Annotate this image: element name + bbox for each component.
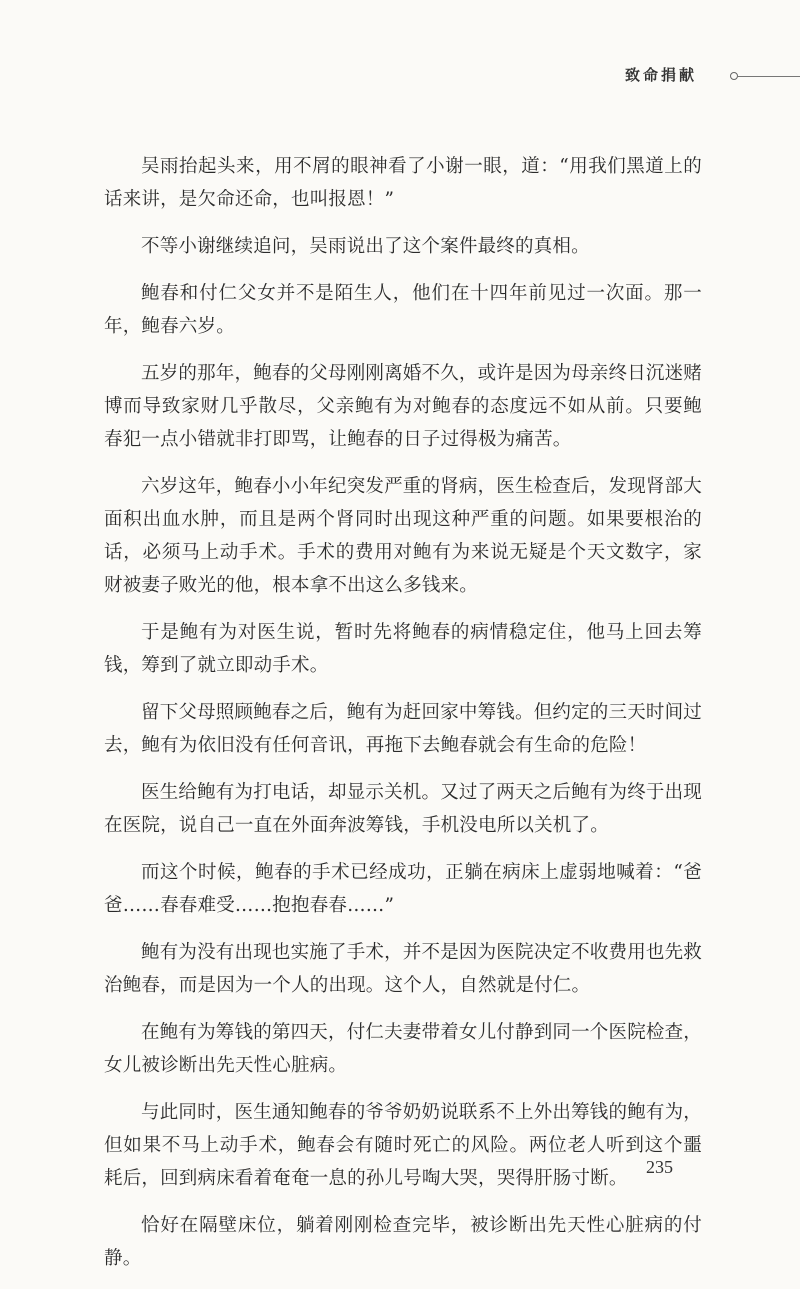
paragraph: 在鲍有为筹钱的第四天，付仁夫妻带着女儿付静到同一个医院检查，女儿被诊断出先天性心脏病。: [104, 1022, 703, 1076]
paragraph: 不等小谢继续追问，吴雨说出了这个案件最终的真相。: [141, 236, 590, 257]
header-ring-ornament: [730, 72, 738, 80]
paragraph: 而这个时候，鲍春的手术已经成功，正躺在病床上虚弱地喊着：“爸爸……春春难受……抱抱春春……”: [104, 862, 702, 916]
paragraph: 恰好在隔壁床位，躺着刚刚检查完毕，被诊断出先天性心脏病的付静。: [104, 1215, 702, 1269]
paragraph: 六岁这年，鲍春小小年纪突发严重的肾病，医生检查后，发现肾部大面积出血水肿，而且是两个肾同时出现这种严重的问题。如果要根治的话，必须马上动手术。手术的费用对鲍有为来说无疑是个天文数字，家财被妻子败光的他，根本拿不出这么多钱来。: [104, 476, 703, 596]
header-rule: [738, 76, 800, 77]
paragraph: 医生给鲍有为打电话，却显示关机。又过了两天之后鲍有为终于出现在医院，说自己一直在外面奔波筹钱，手机没电所以关机了。: [104, 782, 703, 836]
paragraph: 留下父母照顾鲍春之后，鲍有为赶回家中筹钱。但约定的三天时间过去，鲍有为依旧没有任何音讯，再拖下去鲍春就会有生命的危险！: [104, 702, 703, 756]
body-text: [104, 150, 702, 1289]
paragraph: 于是鲍有为对医生说，暂时先将鲍春的病情稳定住，他马上回去筹钱，筹到了就立即动手术。: [104, 622, 702, 676]
running-header-title: 致命捐献: [624, 66, 697, 84]
page-number: 235: [646, 1157, 673, 1177]
paragraph: 五岁的那年，鲍春的父母刚刚离婚不久，或许是因为母亲终日沉迷赌博而导致家财几乎散尽，父亲鲍有为对鲍春的态度远不如从前。只要鲍春犯一点小错就非打即骂，让鲍春的日子过得极为痛苦。: [104, 363, 703, 450]
paragraph: 鲍有为没有出现也实施了手术，并不是因为医院决定不收费用也先救治鲍春，而是因为一个人的出现。这个人，自然就是付仁。: [104, 942, 703, 996]
header-ornament: [730, 72, 800, 80]
paragraph: 鲍春和付仁父女并不是陌生人，他们在十四年前见过一次面。那一年，鲍春六岁。: [104, 283, 702, 337]
paragraph: 与此同时，医生通知鲍春的爷爷奶奶说联系不上外出筹钱的鲍有为，但如果不马上动手术，鲍春会有随时死亡的风险。两位老人听到这个噩耗后，回到病床看着奄奄一息的孙儿号啕大哭，哭得肝肠寸断。: [104, 1102, 703, 1189]
paragraph: 吴雨抬起头来，用不屑的眼神看了小谢一眼，道：“用我们黑道上的话来讲，是欠命还命，也叫报恩！”: [104, 156, 702, 210]
running-header: [0, 64, 800, 88]
